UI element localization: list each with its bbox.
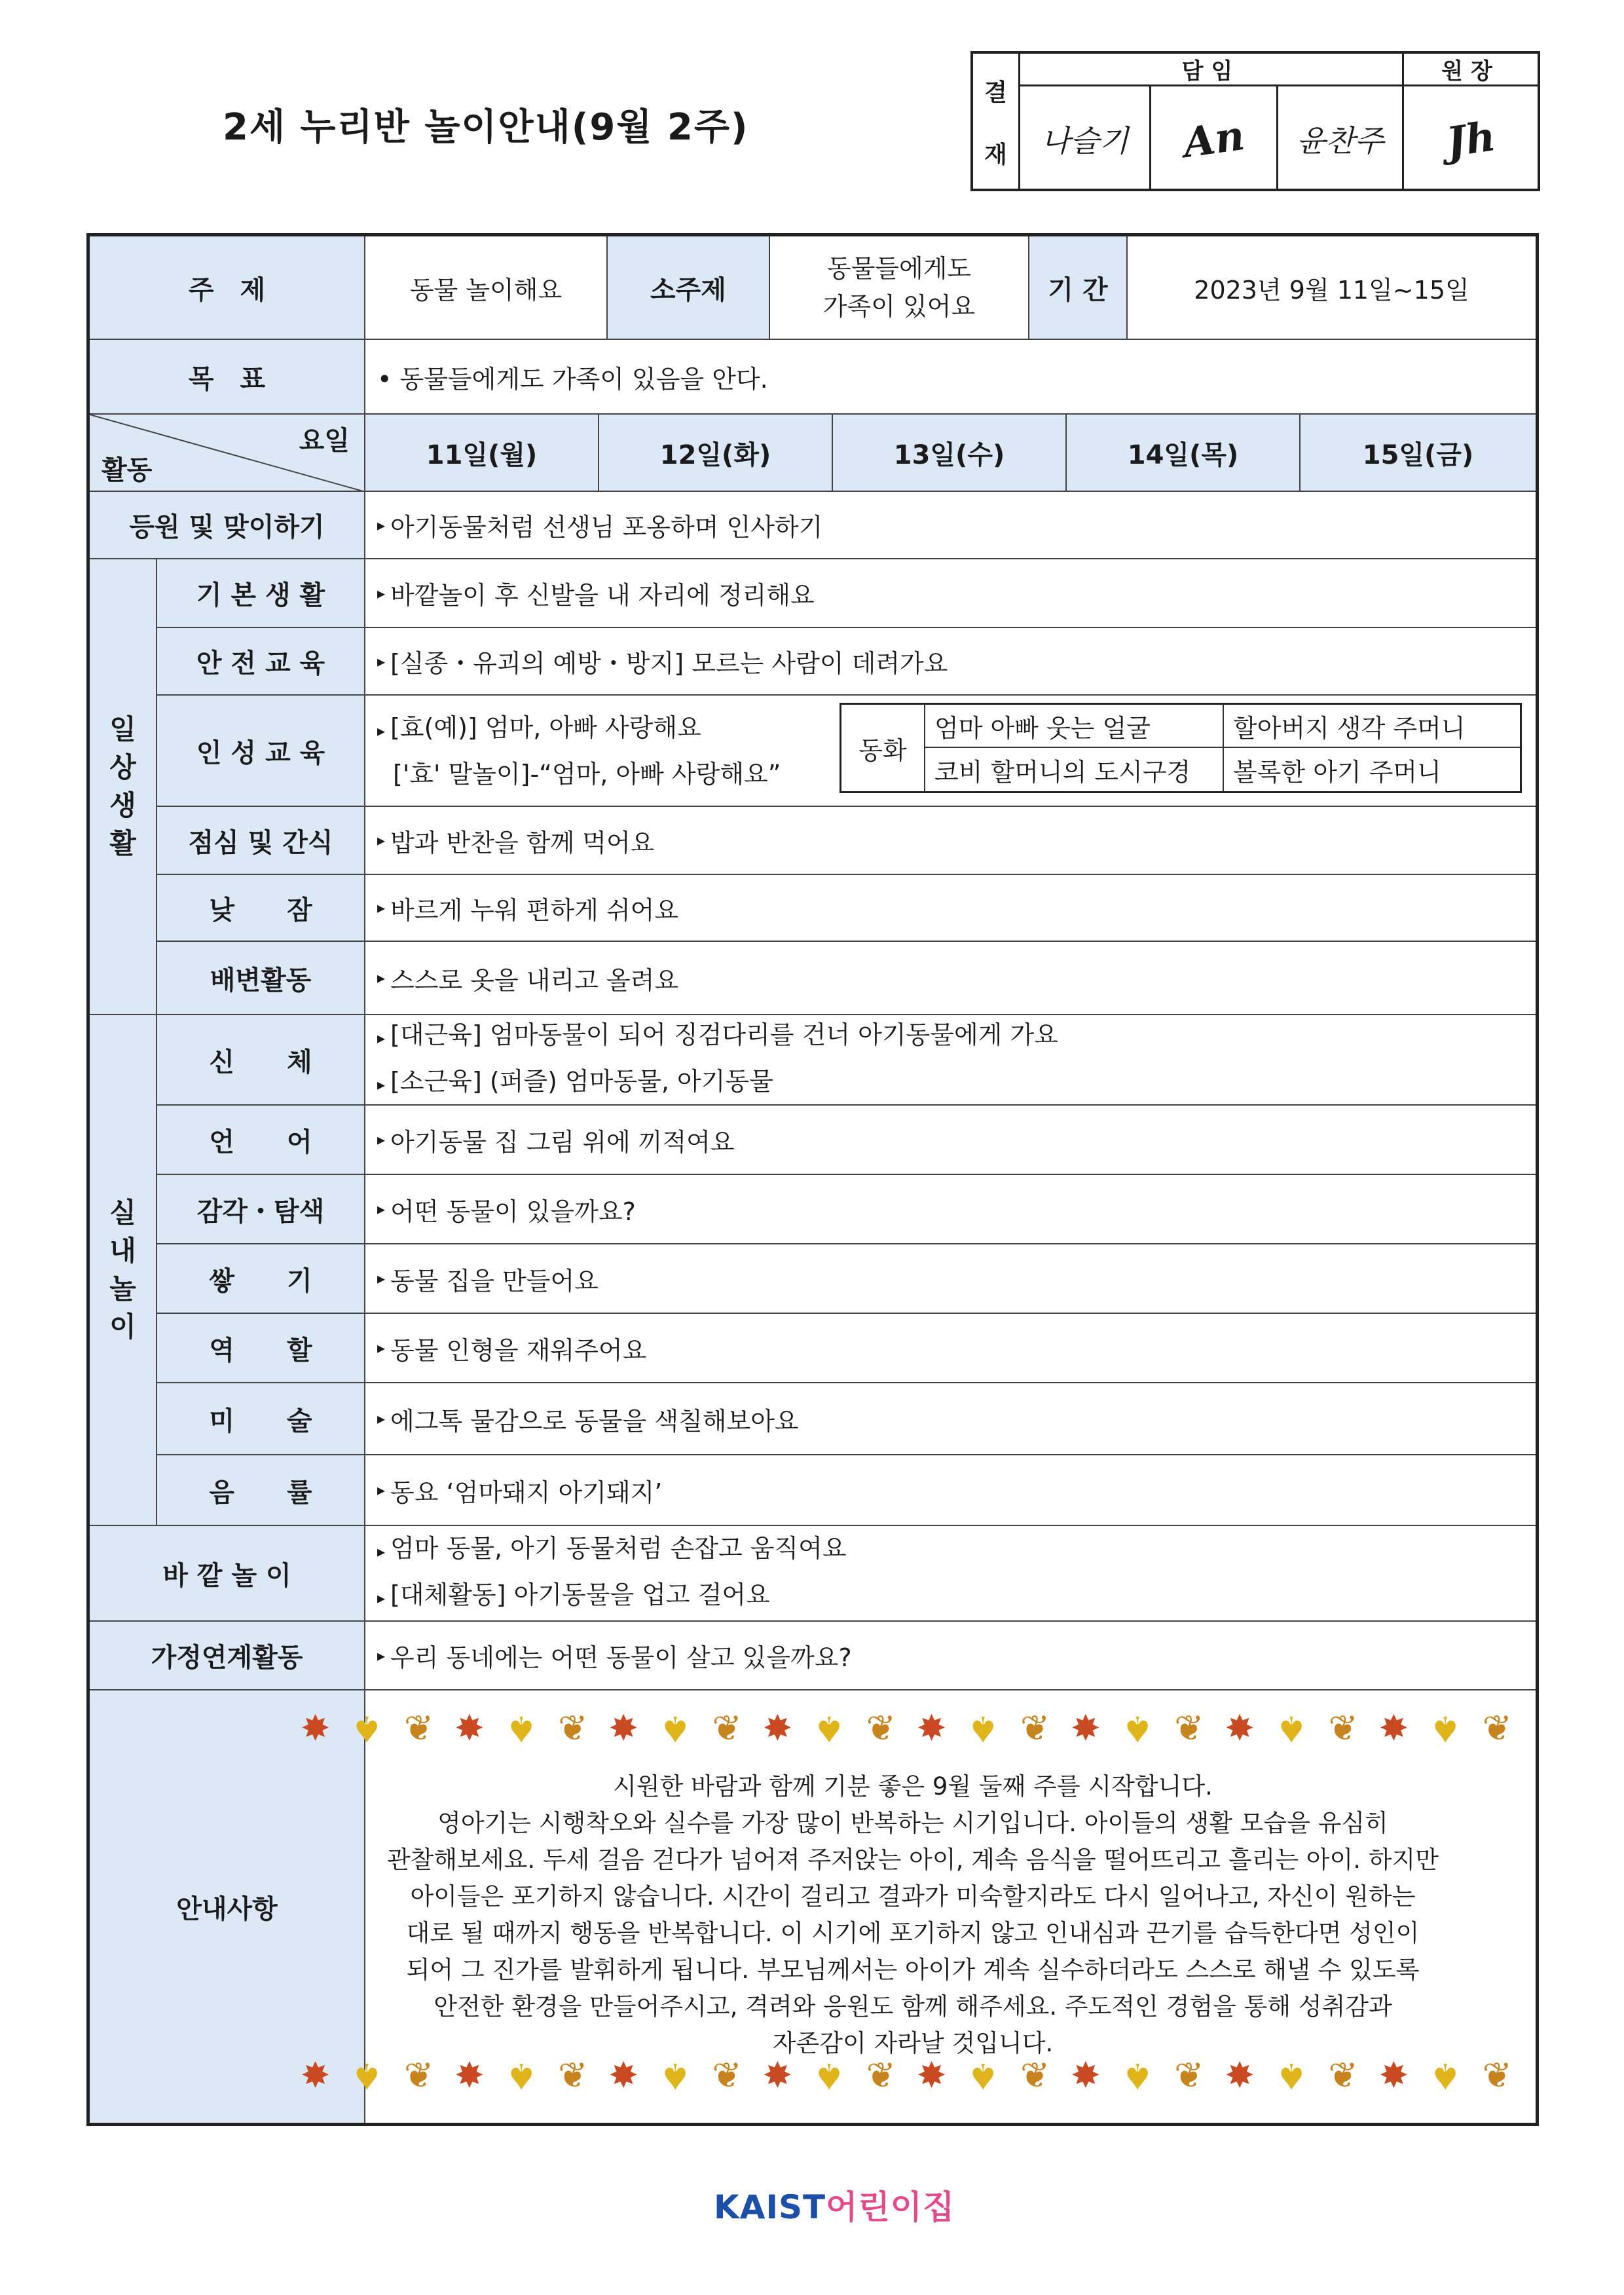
triangle-right-icon: ▸ [377,1339,386,1357]
home-link-label: 가정연계활동 [90,1622,365,1690]
period-value: 2023년 9월 11일~15일 [1128,236,1536,340]
character-value: ▸ [효(예)] 엄마, 아빠 사랑해요 ['효' 말놀이]-“엄마, 아빠 사랑해요” [365,696,1536,807]
ginkgo-leaf-icon: ♠ [1121,2055,1154,2097]
triangle-right-icon: ▸ [377,1075,386,1094]
maple-leaf-icon: ✸ [1225,1707,1255,1749]
triangle-right-icon: ▸ [377,1589,386,1607]
art-value: ▸ 에그톡 물감으로 동물을 색칠해보아요 [365,1383,1536,1455]
sensory-value: ▸ 어떤 동물이 있을까요? [365,1175,1536,1244]
ginkgo-leaf-icon: ♠ [967,2055,999,2097]
autumn-leaf-icon: ❦ [403,1707,434,1749]
maple-leaf-icon: ✸ [1225,2055,1255,2096]
outdoor-value: ▸ 엄마 동물, 아기 동물처럼 손잡고 움직여요 ▸ [대체활동] 아기동물을 업고 걸어요 [365,1526,1536,1622]
goal-value: • 동물들에게도 가족이 있음을 안다. [365,340,1536,415]
autumn-leaf-icon: ❦ [1328,2055,1358,2096]
triangle-right-icon: ▸ [377,515,386,534]
maple-leaf-icon: ✸ [301,2055,331,2096]
toilet-label: 배변활동 [157,942,365,1015]
stories-table [840,703,1522,793]
ginkgo-leaf-icon: ♠ [1121,1708,1154,1749]
day-header-wed: 13일(수) [833,415,1067,492]
autumn-leaf-icon: ❦ [1482,1707,1512,1749]
page-title: 2세 누리반 놀이안내(9월 2주) [223,106,749,149]
blocks-value: ▸ 동물 집을 만들어요 [365,1244,1536,1314]
maple-leaf-icon: ✸ [301,1707,331,1749]
kaist-logo: KAIST어린이집 [714,2188,955,2226]
triangle-right-icon: ▸ [377,1029,386,1047]
triangle-right-icon: ▸ [377,969,386,987]
triangle-right-icon: ▸ [377,652,386,671]
ginkgo-leaf-icon: ♠ [813,2055,845,2097]
theme-value: 동물 놀이해요 [365,236,608,340]
triangle-right-icon: ▸ [377,831,386,849]
ginkgo-leaf-icon: ♠ [505,2055,538,2097]
story-item: 코비 할머니의 도시구경 [925,748,1224,791]
autumn-leaf-icon: ❦ [866,2055,896,2096]
autumn-leaf-icon: ❦ [1482,2055,1512,2096]
outdoor-label: 바 깥 놀 이 [90,1526,365,1622]
signature-1: 나슬기 [1020,86,1151,191]
arrival-value: ▸ 아기동물처럼 선생님 포옹하며 인사하기 [365,492,1536,559]
daily-life-group: 일 상 생 활 [90,559,157,1015]
triangle-right-icon: ▸ [377,1646,386,1665]
ginkgo-leaf-icon: ♠ [1430,1708,1462,1749]
ginkgo-leaf-icon: ♠ [1430,2055,1462,2097]
maple-leaf-icon: ✸ [917,1707,947,1749]
story-item: 볼록한 아기 주머니 [1233,757,1441,787]
autumn-leaf-icon: ❦ [866,1707,896,1749]
maple-leaf-icon: ✸ [608,2055,638,2096]
meal-label: 점심 및 간식 [157,807,365,875]
triangle-right-icon: ▸ [377,1269,386,1288]
arrival-label: 등원 및 맞이하기 [90,492,365,559]
day-header-fri: 15일(금) [1301,415,1536,492]
maple-leaf-icon: ✸ [1378,2055,1409,2096]
signature-3: 윤찬주 [1278,86,1404,191]
maple-leaf-icon: ✸ [1071,1707,1101,1749]
ginkgo-leaf-icon: ♠ [813,1708,845,1749]
triangle-right-icon: ▸ [377,1200,386,1218]
nap-label: 낮 잠 [157,875,365,942]
day-header-tue: 12일(화) [599,415,833,492]
maple-leaf-icon: ✸ [454,2055,485,2096]
director-label: 원장 [1404,54,1538,86]
language-value: ▸ 아기동물 집 그림 위에 끼적여요 [365,1106,1536,1175]
safety-label: 안 전 교 육 [157,628,365,696]
signature-4: Jh [1443,111,1498,166]
maple-leaf-icon: ✸ [1071,2055,1101,2096]
indoor-play-group: 실 내 놀 이 [90,1015,157,1526]
notice-text: 시원한 바람과 함께 기분 좋은 9월 둘째 주를 시작합니다. 영아기는 시행착오와 실수를 가장 많이 반복하는 시기입니다. 아이들의 생활 모습을 유심히 관찰해보세요. 두세 걸음 걷다가 넘어져 주저앉는 아이, 계속 음식을 떨어뜨리고 흘리는 아이. 하지만 아이들은 포기하지 않습니다. 시간이 걸리고 결과가 미숙할지라도 다시 일어나고, 자신이 원하는 대로 될 때까지 행동을 반복합니다. 이 시기에 포기하지 않고 인내심과 끈기를 습득한다면 성인이 되어 그 진가를 발휘하게 됩니다. 부모님께서는 아이가 계속 실수하더라도 스스로 해낼 수 있도록 안전한 환경을 만들어주시고, 격려와 응원도 함께 해주세요. 주도적인 경험을 통해 성취감과 자존감이 자라날 것입니다. [386,1772,1439,2057]
triangle-right-icon: ▸ [377,1409,386,1428]
approval-side-label: 결 재 [973,54,1020,191]
nap-value: ▸ 바르게 누워 편하게 쉬어요 [365,875,1536,942]
ginkgo-leaf-icon: ♠ [351,1708,383,1749]
triangle-right-icon: ▸ [377,721,386,740]
subtheme-value: 동물들에게도 가족이 있어요 [770,236,1029,340]
autumn-leaf-icon: ❦ [558,2055,588,2096]
ginkgo-leaf-icon: ♠ [1275,1708,1308,1749]
maple-leaf-icon: ✸ [762,2055,792,2096]
safety-value: ▸ [실종・유괴의 예방・방지] 모르는 사람이 데려가요 [365,628,1536,696]
roleplay-label: 역 할 [157,1314,365,1383]
subtheme-label: 소주제 [608,236,770,340]
autumn-leaf-icon: ❦ [1174,1707,1204,1749]
day-header-mon: 11일(월) [365,415,599,492]
art-label: 미 술 [157,1383,365,1455]
day-header-thu: 14일(목) [1067,415,1301,492]
autumn-leaf-icon: ❦ [1328,1707,1358,1749]
ginkgo-leaf-icon: ♠ [659,2055,692,2097]
ginkgo-leaf-icon: ♠ [505,1708,538,1749]
physical-label: 신 체 [157,1015,365,1106]
music-label: 음 률 [157,1455,365,1526]
autumn-leaf-icon: ❦ [1020,1707,1050,1749]
ginkgo-leaf-icon: ♠ [967,1708,999,1749]
roleplay-value: ▸ 동물 인형을 재워주어요 [365,1314,1536,1383]
triangle-right-icon: ▸ [377,1481,386,1499]
basic-life-label: 기 본 생 활 [157,559,365,628]
day-activity-corner: 요일 활동 [90,415,365,492]
meal-value: ▸ 밥과 반찬을 함께 먹어요 [365,807,1536,875]
physical-value: ▸ [대근육] 엄마동물이 되어 징검다리를 건너 아기동물에게 가요 ▸ [소근육] (퍼즐) 엄마동물, 아기동물 [365,1015,1536,1106]
story-item: 할아버지 생각 주머니 [1224,705,1520,748]
triangle-right-icon: ▸ [377,899,386,917]
maple-leaf-icon: ✸ [454,1707,485,1749]
home-link-value: ▸ 우리 동네에는 어떤 동물이 살고 있을까요? [365,1622,1536,1690]
autumn-leaf-icon: ❦ [1174,2055,1204,2096]
character-label: 인 성 교 육 [157,696,365,807]
blocks-label: 쌓 기 [157,1244,365,1314]
music-value: ▸ 동요 ‘엄마돼지 아기돼지’ [365,1455,1536,1526]
autumn-leaf-icon: ❦ [403,2055,434,2096]
triangle-right-icon: ▸ [377,1542,386,1561]
head-teacher-label: 담임 [1020,54,1404,86]
sensory-label: 감각・탐색 [157,1175,365,1244]
autumn-leaf-icon: ❦ [558,1707,588,1749]
ginkgo-leaf-icon: ♠ [351,2055,383,2097]
triangle-right-icon: ▸ [377,584,386,603]
approval-box [970,51,1540,191]
maple-leaf-icon: ✸ [917,2055,947,2096]
autumn-leaf-icon: ❦ [1020,2055,1050,2096]
language-label: 언 어 [157,1106,365,1175]
signature-2: An [1151,86,1278,191]
autumn-leaf-icon: ❦ [712,2055,742,2096]
goal-label: 목 표 [90,340,365,415]
story-item: 엄마 아빠 웃는 얼굴 [925,705,1224,748]
autumn-leaf-icon: ❦ [712,1707,742,1749]
stories-label: 동화 [841,705,925,791]
period-label: 기 간 [1029,236,1128,340]
notice-label: 안내사항 [90,1690,365,2123]
leaf-border-top [301,1706,1512,1751]
triangle-right-icon: ▸ [377,1130,386,1149]
maple-leaf-icon: ✸ [1378,1707,1409,1749]
ginkgo-leaf-icon: ♠ [659,1708,692,1749]
theme-label: 주 제 [90,236,365,340]
basic-life-value: ▸ 바깥놀이 후 신발을 내 자리에 정리해요 [365,559,1536,628]
toilet-value: ▸ 스스로 옷을 내리고 올려요 [365,942,1536,1015]
maple-leaf-icon: ✸ [762,1707,792,1749]
maple-leaf-icon: ✸ [608,1707,638,1749]
ginkgo-leaf-icon: ♠ [1275,2055,1308,2097]
